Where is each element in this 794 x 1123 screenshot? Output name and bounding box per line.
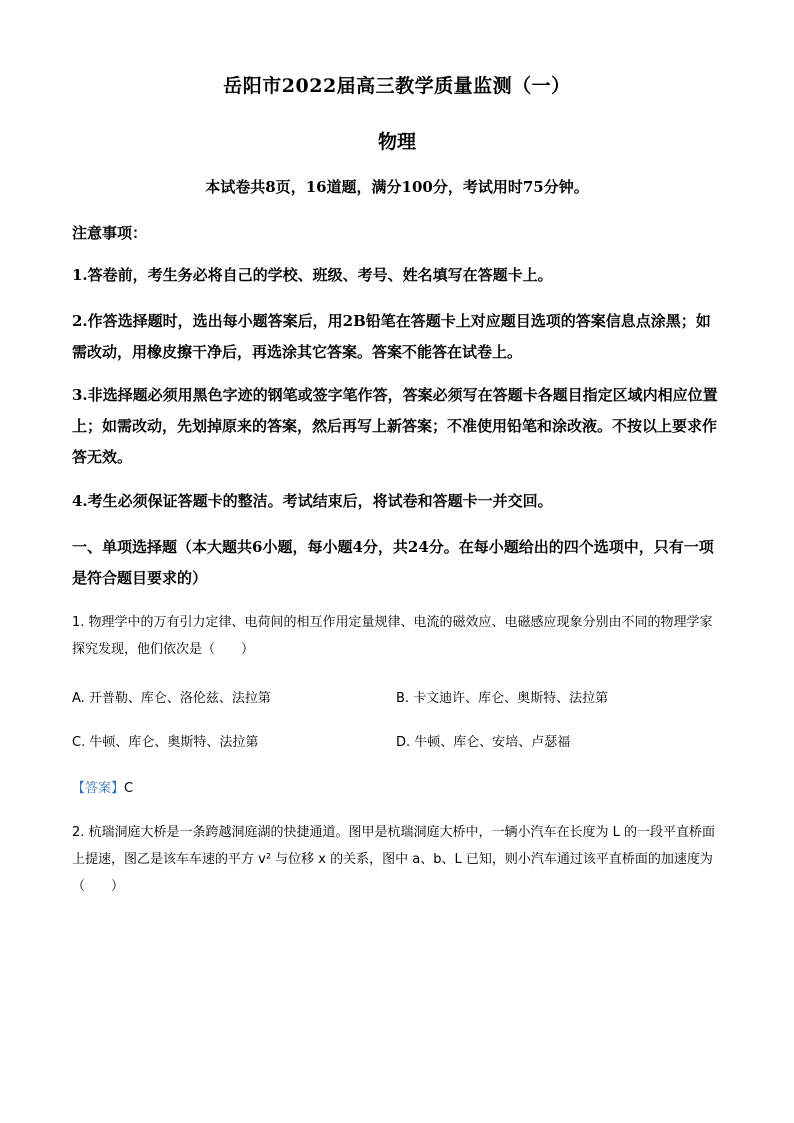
subject-title: 物理: [377, 131, 416, 153]
question-1-option-b: B. 卡文迪许、库仑、奥斯特、法拉第: [396, 691, 609, 706]
note-item-1: 1.答卷前，考生务必将自己的学校、班级、考号、姓名填写在答题卡上。: [72, 266, 553, 284]
question-1-option-a: A. 开普勒、库仑、洛伦兹、法拉第: [72, 691, 271, 706]
question-1-option-d: D. 牛顿、库仑、安培、卢瑟福: [396, 735, 571, 750]
note-item-3: 3.非选择题必须用黑色字迹的钢笔或签字笔作答，答案必须写在答题卡各题目指定区域内相应位置上；如需改动，先划掉原来的答案，然后再写上新答案；不准使用铅笔和涂改液。不按以上要求作答无效。: [72, 386, 718, 466]
exam-meta: 本试卷共8页，16道题，满分100分，考试用时75分钟。: [205, 178, 589, 196]
question-1-option-c: C. 牛顿、库仑、奥斯特、法拉第: [72, 735, 259, 750]
question-2-text: 2. 杭瑞洞庭大桥是一条跨越洞庭湖的快捷通道。图甲是杭瑞洞庭大桥中，一辆小汽车在长度为 L 的一段平直桥面上提速，图乙是该车车速的平方 v² 与位移 x 的关系，图中 a、b、L 已知，则小汽车通过该平直桥面的加速度为（ ）: [72, 825, 716, 894]
question-1-answer: [72, 777, 133, 796]
answer-tag: 【答案】: [72, 781, 125, 796]
note-item-4: 4.考生必须保证答题卡的整洁。考试结束后，将试卷和答题卡一并交回。: [72, 492, 553, 510]
section-heading: 一、单项选择题（本大题共6小题，每小题4分，共24分。在每小题给出的四个选项中，只有一项是符合题目要求的）: [72, 538, 714, 587]
note-item-2: 2.作答选择题时，选出每小题答案后，用2B铅笔在答题卡上对应题目选项的答案信息点涂黑；如需改动，用橡皮擦干净后，再选涂其它答案。答案不能答在试卷上。: [72, 312, 711, 361]
notes-heading: 注意事项：: [72, 224, 148, 242]
question-1-text: 1. 物理学中的万有引力定律、电荷间的相互作用定量规律、电流的磁效应、电磁感应现象分别由不同的物理学家探究发现，他们依次是（ ）: [72, 615, 713, 657]
answer-value: C: [124, 781, 134, 796]
page-title: 岳阳市2022届高三教学质量监测（一）: [223, 75, 571, 97]
